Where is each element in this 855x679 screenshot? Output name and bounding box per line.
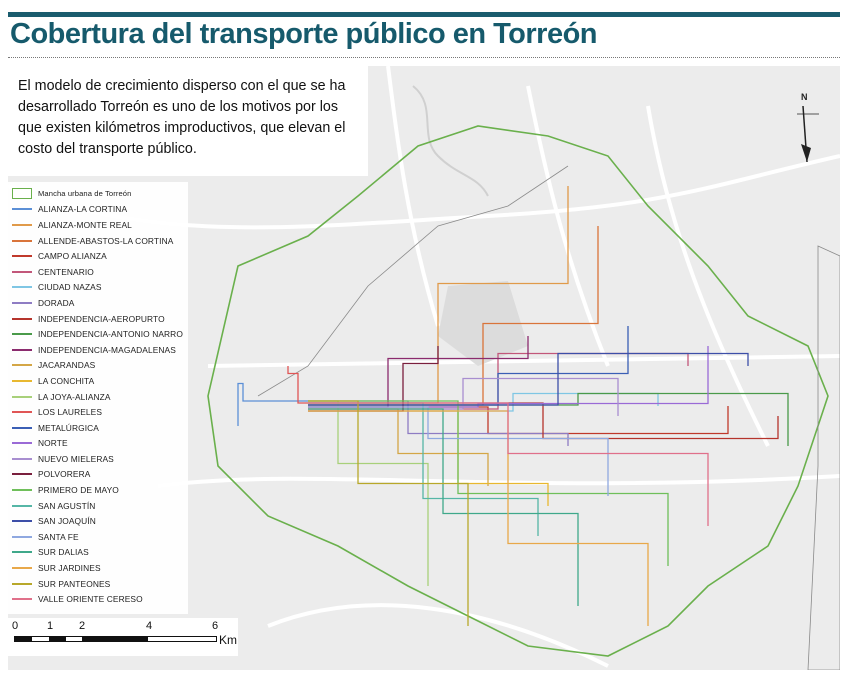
route-line bbox=[308, 411, 648, 626]
legend-item bbox=[12, 404, 188, 420]
legend-route-label: NORTE bbox=[38, 438, 68, 449]
legend-item bbox=[12, 280, 188, 296]
route-color-swatch bbox=[12, 442, 32, 444]
title-divider bbox=[8, 57, 840, 58]
route-color-swatch bbox=[12, 505, 32, 507]
legend-item bbox=[12, 264, 188, 280]
legend-item bbox=[12, 591, 188, 607]
scale-tick: 2 bbox=[79, 620, 86, 632]
route-color-swatch bbox=[12, 396, 32, 398]
route-color-swatch bbox=[12, 302, 32, 304]
urban-area-outline bbox=[208, 126, 828, 656]
legend-item bbox=[12, 420, 188, 436]
route-color-swatch bbox=[12, 458, 32, 460]
legend-route-label: CIUDAD NAZAS bbox=[38, 282, 102, 293]
route-color-swatch bbox=[12, 489, 32, 491]
route-line bbox=[308, 401, 428, 586]
route-color-swatch bbox=[12, 318, 32, 320]
legend-route-label: SAN AGUSTÍN bbox=[38, 500, 96, 511]
north-arrow-icon bbox=[795, 92, 821, 166]
legend-route-label: LA CONCHITA bbox=[38, 375, 95, 386]
route-line bbox=[308, 346, 708, 407]
route-color-swatch bbox=[12, 411, 32, 413]
scale-segment bbox=[49, 637, 66, 641]
legend-route-label: SUR JARDINES bbox=[38, 563, 101, 574]
legend-route-list bbox=[12, 202, 188, 607]
legend-route-label: ALIANZA-LA CORTINA bbox=[38, 204, 128, 215]
legend-item bbox=[12, 248, 188, 264]
legend-route-label: DORADA bbox=[38, 297, 75, 308]
legend-item bbox=[12, 326, 188, 342]
scale-tick: 6 bbox=[212, 620, 219, 632]
street bbox=[158, 476, 840, 486]
legend-item bbox=[12, 467, 188, 483]
intro-text: El modelo de crecimiento disperso con el que se ha desarrollado Torreón es uno de los motivos por los que existen kilómetros improductivos, que elevan el costo del transporte público. bbox=[8, 66, 368, 176]
route-color-swatch bbox=[12, 567, 32, 569]
route-line bbox=[308, 409, 488, 486]
legend-item bbox=[12, 342, 188, 358]
route-color-swatch bbox=[12, 349, 32, 351]
route-color-swatch bbox=[12, 520, 32, 522]
legend-route-label: CENTENARIO bbox=[38, 266, 94, 277]
legend-route-label: JACARANDAS bbox=[38, 360, 96, 371]
legend-item bbox=[12, 202, 188, 218]
legend-urban-label: Mancha urbana de Torreón bbox=[38, 189, 132, 199]
legend-item bbox=[12, 389, 188, 405]
legend-route-label: SUR DALIAS bbox=[38, 547, 89, 558]
legend-item bbox=[12, 233, 188, 249]
street bbox=[208, 356, 840, 366]
scale-unit: Km bbox=[219, 633, 237, 647]
top-rule bbox=[8, 12, 840, 17]
route-color-swatch bbox=[12, 286, 32, 288]
legend-route-label: ALLENDE-ABASTOS-LA CORTINA bbox=[38, 235, 174, 246]
route-color-swatch bbox=[12, 427, 32, 429]
legend-item bbox=[12, 498, 188, 514]
legend-urban-area bbox=[12, 186, 188, 202]
legend-route-label: INDEPENDENCIA-MAGADALENAS bbox=[38, 344, 176, 355]
route-color-swatch bbox=[12, 255, 32, 257]
page-title: Cobertura del transporte público en Torreón bbox=[10, 18, 598, 50]
legend-item bbox=[12, 451, 188, 467]
legend-item bbox=[12, 311, 188, 327]
route-color-swatch bbox=[12, 333, 32, 335]
street bbox=[388, 66, 438, 326]
legend-route-label: INDEPENDENCIA-AEROPURTO bbox=[38, 313, 165, 324]
scale-tick: 1 bbox=[47, 620, 54, 632]
legend-route-label: SUR PANTEONES bbox=[38, 578, 111, 589]
route-color-swatch bbox=[12, 240, 32, 242]
legend-route-label: SANTA FE bbox=[38, 531, 79, 542]
legend-item bbox=[12, 529, 188, 545]
route-color-swatch bbox=[12, 380, 32, 382]
route-color-swatch bbox=[12, 583, 32, 585]
legend-route-label: ALIANZA-MONTE REAL bbox=[38, 219, 132, 230]
route-color-swatch bbox=[12, 271, 32, 273]
scale-segment bbox=[15, 637, 32, 641]
legend-route-label: CAMPO ALIANZA bbox=[38, 251, 107, 262]
legend-item bbox=[12, 358, 188, 374]
legend-route-label: SAN JOAQUÍN bbox=[38, 516, 96, 527]
legend-item bbox=[12, 295, 188, 311]
route-color-swatch bbox=[12, 473, 32, 475]
route-color-swatch bbox=[12, 364, 32, 366]
map-legend bbox=[8, 182, 188, 614]
legend-route-label: LOS LAURELES bbox=[38, 407, 103, 418]
north-label: N bbox=[801, 92, 808, 102]
legend-item bbox=[12, 513, 188, 529]
scale-tick: 0 bbox=[12, 620, 19, 632]
legend-route-label: POLVORERA bbox=[38, 469, 91, 480]
legend-route-label: LA JOYA-ALIANZA bbox=[38, 391, 111, 402]
legend-route-label: PRIMERO DE MAYO bbox=[38, 485, 119, 496]
legend-item bbox=[12, 482, 188, 498]
route-line bbox=[308, 401, 568, 446]
legend-item bbox=[12, 217, 188, 233]
legend-item bbox=[12, 545, 188, 561]
route-line bbox=[308, 403, 538, 536]
legend-item bbox=[12, 436, 188, 452]
legend-item bbox=[12, 373, 188, 389]
scale-segment bbox=[82, 637, 148, 641]
route-color-swatch bbox=[12, 536, 32, 538]
scale-tick: 4 bbox=[146, 620, 153, 632]
boundary-line bbox=[808, 246, 840, 670]
route-color-swatch bbox=[12, 598, 32, 600]
legend-route-label: METALÚRGICA bbox=[38, 422, 99, 433]
legend-route-label: NUEVO MIELERAS bbox=[38, 453, 114, 464]
route-color-swatch bbox=[12, 208, 32, 210]
scale-bar bbox=[14, 636, 217, 642]
urban-area-swatch bbox=[12, 188, 32, 199]
legend-item bbox=[12, 560, 188, 576]
route-color-swatch bbox=[12, 551, 32, 553]
legend-route-label: VALLE ORIENTE CERESO bbox=[38, 594, 143, 605]
route-color-swatch bbox=[12, 224, 32, 226]
legend-route-label: INDEPENDENCIA-ANTONIO NARRO bbox=[38, 329, 183, 340]
legend-item bbox=[12, 576, 188, 592]
route-line bbox=[308, 406, 728, 434]
river bbox=[413, 86, 488, 196]
street bbox=[268, 605, 608, 666]
